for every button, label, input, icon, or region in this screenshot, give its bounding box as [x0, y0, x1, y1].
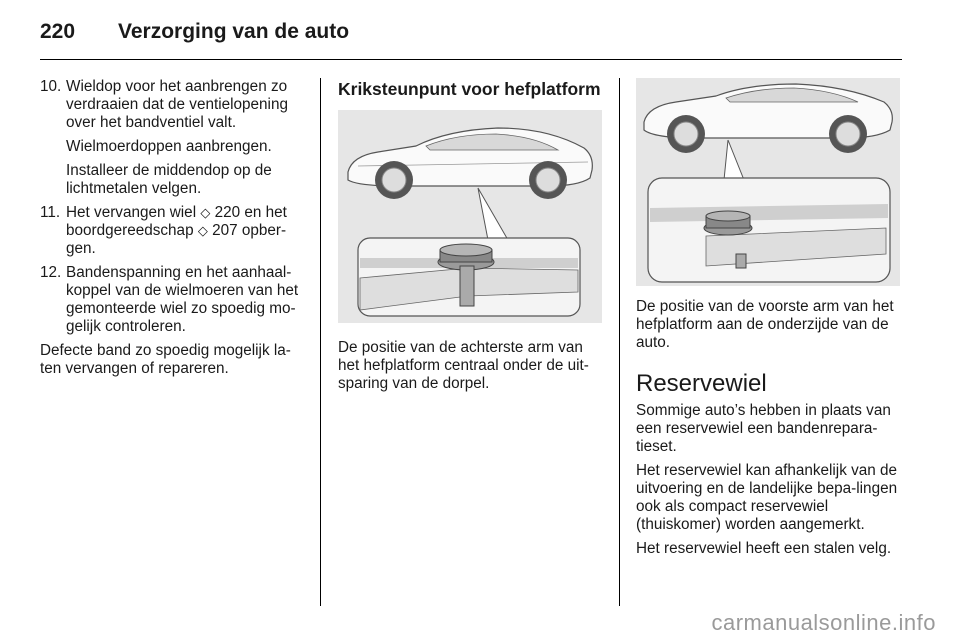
figure-caption: De positie van de achterste arm van het hefplatform centraal onder de uit-sparing van de dorpel.	[338, 339, 589, 392]
closing-paragraph: Defecte band zo spoedig mogelijk la-ten vervangen of repareren.	[40, 342, 291, 377]
watermark: carmanualsonline.info	[711, 610, 936, 635]
section-heading: Reservewiel	[636, 370, 767, 397]
list-paragraph: Wieldop voor het aanbrengen zo verdraaien dat de ventielopening over het bandventiel valt.	[66, 78, 288, 131]
list-paragraph: Installeer de middendop op de lichtmetalen velgen.	[66, 162, 272, 197]
column-divider-2	[619, 78, 620, 606]
body-paragraph: Het reservewiel heeft een stalen velg.	[636, 540, 892, 557]
column-middle	[338, 78, 604, 399]
body-paragraph: Het reservewiel kan afhankelijk van de uitvoering en de landelijke bepa-lingen ook als compact reservewiel (thuiskomer) worden aangemerkt.	[636, 462, 898, 533]
body-paragraph: Sommige auto’s hebben in plaats van een reservewiel een bandenrepara-tieset.	[636, 402, 891, 455]
page-ref-link[interactable]: 207	[212, 222, 238, 239]
section-heading: Kriksteunpunt voor hefplatform	[338, 79, 601, 99]
column-left	[40, 78, 308, 384]
column-right	[636, 78, 902, 564]
column-divider-1	[320, 78, 321, 606]
list-number: 11.	[40, 204, 61, 221]
list-number: 12.	[40, 264, 62, 281]
list-text: Bandenspanning en het aanhaal-koppel van de wielmoeren van het gemonteerde wiel zo spoedig mo-gelijk controleren.	[66, 264, 299, 335]
list-item	[40, 204, 308, 258]
front-jack-point-illustration	[636, 78, 900, 286]
list-item	[40, 264, 308, 336]
page-ref-icon: ◇	[200, 205, 211, 220]
list-number: 10.	[40, 78, 62, 95]
page-ref-icon: ◇	[197, 223, 208, 238]
list-item	[40, 78, 308, 198]
list-paragraph: Wielmoerdoppen aanbrengen.	[66, 138, 272, 155]
page-header	[40, 14, 349, 50]
list-text: Het vervangen wiel	[66, 204, 197, 221]
header-rule	[40, 59, 902, 60]
page-title: Verzorging van de auto	[118, 20, 350, 43]
page-number: 220	[40, 20, 76, 43]
list-text: opber-gen.	[66, 222, 287, 257]
list-text: en het boordgereedschap	[66, 204, 287, 239]
rear-jack-point-illustration	[338, 110, 602, 323]
page-ref-link[interactable]: 220	[214, 204, 241, 221]
figure-caption: De positie van de voorste arm van het hefplatform aan de onderzijde van de auto.	[636, 298, 894, 351]
